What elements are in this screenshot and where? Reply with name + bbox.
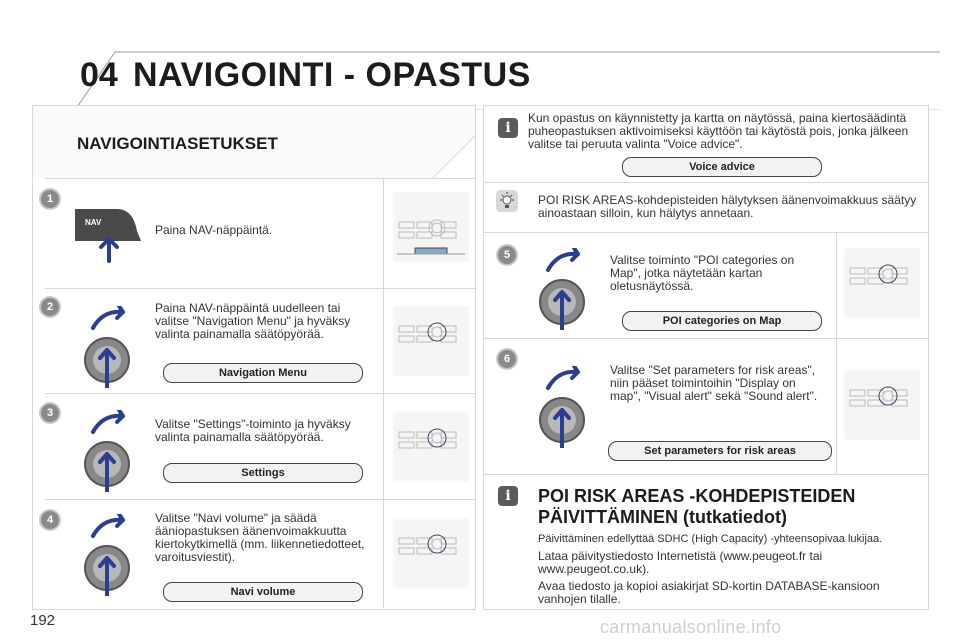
- rotary-knob-graphic: [536, 366, 588, 448]
- row-divider: [484, 474, 928, 475]
- radio-panel-thumbnail: [844, 248, 920, 318]
- step-badge-4: 4: [41, 511, 59, 529]
- row-divider: [484, 232, 928, 233]
- left-settings-panel: [32, 105, 476, 610]
- settings-section-title: NAVIGOINTIASETUKSET: [77, 134, 278, 153]
- nav-key-graphic: [73, 203, 143, 263]
- lightbulb-icon: [496, 190, 518, 212]
- step-badge-1: 1: [41, 190, 59, 208]
- step-badge-2: 2: [41, 298, 59, 316]
- voice-advice-button[interactable]: Voice advice: [622, 157, 822, 177]
- radio-panel-thumbnail: [393, 306, 469, 376]
- row-divider: [484, 338, 928, 339]
- rotary-knob-graphic: [536, 248, 588, 330]
- radio-panel-thumbnail: [393, 518, 469, 588]
- voice-advice-note: Kun opastus on käynnistetty ja kartta on näytössä, paina kiertosäädintä puheopastuksen aktivoimiseksi käyttöön tai käytöstä pois, jonka jälkeen valitse tai peruuta valinta "Voice advice".: [528, 111, 909, 151]
- step-text-4: Valitse "Navi volume" ja säädä ääniopastuksen äänenvoimakkuutta kiertokytkimellä (mm. liikennetiedotteet, varoitusviestit).: [155, 511, 365, 564]
- right-info-panel: [483, 105, 929, 610]
- navigation-menu-button[interactable]: Navigation Menu: [163, 363, 363, 383]
- settings-button[interactable]: Settings: [163, 463, 363, 483]
- rotary-knob-graphic: [81, 514, 133, 596]
- page-title: NAVIGOINTI - OPASTUS: [133, 56, 531, 94]
- step-text-3: Valitse "Settings"-toiminto ja hyväksy valinta painamalla säätöpyörää.: [155, 417, 351, 444]
- row-divider: [45, 288, 475, 289]
- row-divider: [484, 182, 928, 183]
- row-divider: [45, 393, 475, 394]
- radio-panel-thumbnail: [393, 192, 469, 262]
- radio-panel-thumbnail: [844, 370, 920, 440]
- nav-key-label: NAV: [85, 218, 102, 227]
- risk-alert-tip: POI RISK AREAS-kohdepisteiden hälytyksen äänenvoimakkuus säätyy ainoastaan silloin, kun hälytys annetaan.: [538, 193, 917, 220]
- navi-volume-button[interactable]: Navi volume: [163, 582, 363, 602]
- poi-update-title: POI RISK AREAS -KOHDEPISTEIDEN PÄIVITTÄMINEN (tutkatiedot): [538, 486, 856, 527]
- chapter-number: 04: [80, 56, 118, 94]
- page-number: 192: [30, 612, 56, 629]
- step-badge-3: 3: [41, 404, 59, 422]
- poi-categories-button[interactable]: POI categories on Map: [622, 311, 822, 331]
- thumbnail-divider: [383, 178, 384, 608]
- info-icon: i: [498, 118, 518, 138]
- radio-panel-thumbnail: [393, 412, 469, 482]
- rotary-knob-graphic: [81, 410, 133, 492]
- step-text-6: Valitse "Set parameters for risk areas", niin pääset toimintoihin "Display on map", "Visual alert" sekä "Sound alert".: [610, 363, 818, 403]
- poi-paragraph: Lataa päivitystiedosto Internetistä (www.peugeot.fr tai www.peugeot.co.uk).: [538, 549, 823, 576]
- rotary-knob-graphic: [81, 306, 133, 388]
- step-text-1: Paina NAV-näppäintä.: [155, 223, 273, 237]
- step-badge-5: 5: [498, 246, 516, 264]
- row-divider: [45, 178, 475, 179]
- row-divider: [45, 499, 475, 500]
- step-badge-6: 6: [498, 350, 516, 368]
- watermark-text: carmanualsonline.info: [600, 617, 782, 637]
- poi-paragraph: Päivittäminen edellyttää SDHC (High Capacity) -yhteensopivaa lukijaa.: [538, 533, 883, 545]
- info-icon: i: [498, 486, 518, 506]
- step-text-2: Paina NAV-näppäintä uudelleen tai valitse "Navigation Menu" ja hyväksy valinta painamalla säätöpyörää.: [155, 301, 351, 341]
- set-risk-parameters-button[interactable]: Set parameters for risk areas: [608, 441, 832, 461]
- poi-paragraph: Avaa tiedosto ja kopioi asiakirjat SD-kortin DATABASE-kansioon vanhojen tilalle.: [538, 579, 880, 606]
- thumbnail-divider: [836, 232, 837, 474]
- step-text-5: Valitse toiminto "POI categories on Map", jotka näytetään kartan oletusnäytössä.: [610, 253, 795, 293]
